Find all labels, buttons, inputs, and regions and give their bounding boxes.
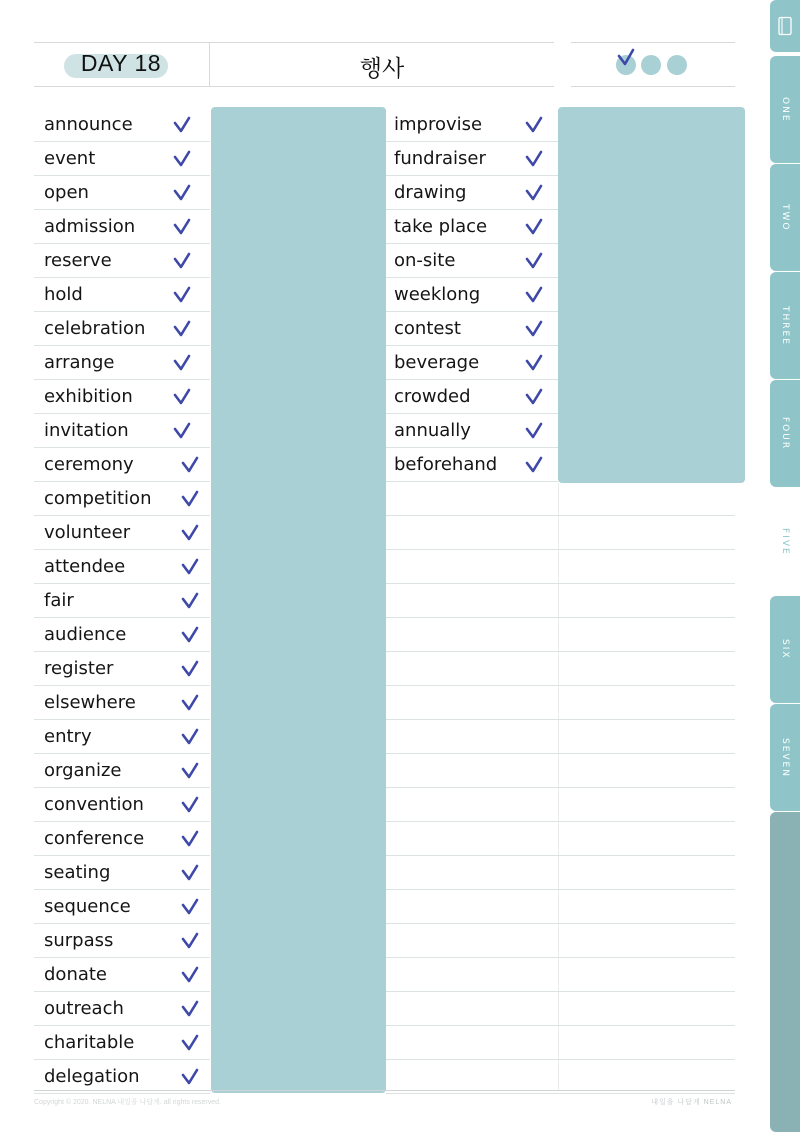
- checkmark-icon[interactable]: [180, 625, 200, 645]
- brand-text: 내일을 나답게 NELNA: [651, 1099, 732, 1106]
- tab-two[interactable]: [770, 164, 800, 271]
- word-text: seating: [44, 862, 111, 883]
- word-text: celebration: [44, 318, 146, 339]
- word-row: [386, 108, 558, 142]
- word-row: [34, 618, 210, 652]
- word-row: [386, 414, 558, 448]
- blank-row[interactable]: [386, 686, 735, 720]
- word-row: [386, 176, 558, 210]
- word-text: event: [44, 148, 96, 169]
- word-row: [386, 210, 558, 244]
- word-text: delegation: [44, 1066, 140, 1087]
- checkmark-icon[interactable]: [180, 931, 200, 951]
- checkmark-icon[interactable]: [180, 1033, 200, 1053]
- word-row: [34, 686, 210, 720]
- word-text: improvise: [394, 114, 483, 135]
- tab-four[interactable]: [770, 380, 800, 487]
- bottom-rule: [34, 1090, 735, 1091]
- checkmark-icon[interactable]: [180, 829, 200, 849]
- word-text: register: [44, 658, 114, 679]
- header-bottom-rule-left: [34, 86, 554, 87]
- word-text: organize: [44, 760, 122, 781]
- word-text: beforehand: [394, 454, 498, 475]
- blank-row[interactable]: [386, 754, 735, 788]
- word-row: [34, 788, 210, 822]
- word-text: fundraiser: [394, 148, 486, 169]
- word-row: [34, 1026, 210, 1060]
- word-row: [34, 720, 210, 754]
- blank-row[interactable]: [386, 720, 735, 754]
- word-text: exhibition: [44, 386, 133, 407]
- word-row: [386, 244, 558, 278]
- word-text: convention: [44, 794, 144, 815]
- checkmark-icon[interactable]: [524, 149, 544, 169]
- answer-column-right[interactable]: [558, 107, 745, 483]
- word-text: invitation: [44, 420, 129, 441]
- answer-column-left[interactable]: [211, 107, 386, 1093]
- checkmark-icon[interactable]: [172, 353, 192, 373]
- progress-dot-2[interactable]: [641, 55, 661, 75]
- checkmark-icon[interactable]: [180, 761, 200, 781]
- word-text: beverage: [394, 352, 480, 373]
- tab-label: SIX: [780, 639, 790, 660]
- checkmark-icon[interactable]: [524, 421, 544, 441]
- word-row: [386, 346, 558, 380]
- word-text: outreach: [44, 998, 124, 1019]
- word-row: [34, 108, 210, 142]
- word-text: entry: [44, 726, 92, 747]
- word-text: annually: [394, 420, 471, 441]
- word-text: contest: [394, 318, 461, 339]
- word-text: charitable: [44, 1032, 135, 1053]
- word-row: [34, 380, 210, 414]
- blank-row[interactable]: [386, 958, 735, 992]
- word-text: audience: [44, 624, 127, 645]
- word-row: [34, 856, 210, 890]
- page-title: 행사: [359, 56, 405, 82]
- checkmark-icon[interactable]: [180, 965, 200, 985]
- checkmark-icon[interactable]: [172, 387, 192, 407]
- tab-one[interactable]: [770, 56, 800, 163]
- checkmark-icon[interactable]: [180, 455, 200, 475]
- word-text: admission: [44, 216, 136, 237]
- checkmark-icon[interactable]: [524, 319, 544, 339]
- header-top-rule-right: [571, 42, 735, 43]
- checkmark-icon[interactable]: [172, 421, 192, 441]
- blank-row[interactable]: [386, 924, 735, 958]
- word-row: [34, 516, 210, 550]
- checkmark-icon[interactable]: [524, 251, 544, 271]
- checkmark-icon[interactable]: [524, 115, 544, 135]
- blank-row[interactable]: [386, 822, 735, 856]
- word-row: [386, 448, 558, 482]
- word-row: [34, 584, 210, 618]
- word-text: on-site: [394, 250, 456, 271]
- checkmark-icon[interactable]: [524, 183, 544, 203]
- blank-row[interactable]: [386, 584, 735, 618]
- blank-row[interactable]: [386, 516, 735, 550]
- blank-row[interactable]: [386, 618, 735, 652]
- header-top-rule-left: [34, 42, 554, 43]
- word-row: [34, 1060, 210, 1094]
- blank-row[interactable]: [386, 652, 735, 686]
- checkmark-icon[interactable]: [180, 557, 200, 577]
- checkmark-icon[interactable]: [180, 591, 200, 611]
- checkmark-icon[interactable]: [180, 727, 200, 747]
- word-text: sequence: [44, 896, 131, 917]
- tab-label: TWO: [780, 203, 790, 232]
- checkmark-icon[interactable]: [180, 999, 200, 1019]
- checkmark-icon[interactable]: [524, 353, 544, 373]
- notebook-icon: [777, 16, 793, 36]
- word-row: [34, 992, 210, 1026]
- word-text: volunteer: [44, 522, 131, 543]
- checkmark-icon[interactable]: [180, 489, 200, 509]
- word-text: hold: [44, 284, 83, 305]
- word-row: [34, 754, 210, 788]
- word-text: surpass: [44, 930, 114, 951]
- blank-row[interactable]: [386, 856, 735, 890]
- word-text: drawing: [394, 182, 467, 203]
- word-text: attendee: [44, 556, 126, 577]
- word-text: competition: [44, 488, 152, 509]
- notebook-tab[interactable]: [770, 0, 800, 52]
- word-text: elsewhere: [44, 692, 136, 713]
- word-row: [34, 346, 210, 380]
- word-text: open: [44, 182, 89, 203]
- checkmark-icon[interactable]: [180, 863, 200, 883]
- checkmark-icon[interactable]: [180, 523, 200, 543]
- word-row: [34, 924, 210, 958]
- word-row: [34, 890, 210, 924]
- checkmark-icon[interactable]: [172, 217, 192, 237]
- word-row: [386, 380, 558, 414]
- tab-label: FOUR: [780, 416, 790, 451]
- header-bottom-rule-right: [571, 86, 735, 87]
- word-text: conference: [44, 828, 145, 849]
- word-row: [386, 278, 558, 312]
- checkmark-icon[interactable]: [180, 693, 200, 713]
- checkmark-icon[interactable]: [524, 285, 544, 305]
- word-row: [34, 176, 210, 210]
- word-text: arrange: [44, 352, 115, 373]
- blank-row[interactable]: [386, 482, 735, 516]
- word-row: [34, 312, 210, 346]
- word-row: [34, 822, 210, 856]
- word-row: [34, 448, 210, 482]
- checkmark-icon[interactable]: [172, 149, 192, 169]
- checkmark-icon[interactable]: [172, 183, 192, 203]
- checkmark-icon[interactable]: [180, 1067, 200, 1087]
- word-text: fair: [44, 590, 74, 611]
- tab-six[interactable]: [770, 596, 800, 703]
- checkmark-icon[interactable]: [172, 115, 192, 135]
- checkmark-icon[interactable]: [180, 897, 200, 917]
- word-text: ceremony: [44, 454, 134, 475]
- word-row: [34, 244, 210, 278]
- checkmark-icon[interactable]: [180, 795, 200, 815]
- word-text: announce: [44, 114, 133, 135]
- tab-filler: [770, 812, 800, 1132]
- word-text: donate: [44, 964, 108, 985]
- checkmark-icon[interactable]: [172, 285, 192, 305]
- checkmark-icon[interactable]: [172, 251, 192, 271]
- word-text: crowded: [394, 386, 471, 407]
- checkmark-icon[interactable]: [172, 319, 192, 339]
- blank-row[interactable]: [386, 788, 735, 822]
- blank-row[interactable]: [386, 1060, 735, 1094]
- word-row: [386, 142, 558, 176]
- tab-label: SEVEN: [780, 737, 790, 778]
- tab-five[interactable]: [770, 488, 800, 595]
- word-row: [34, 210, 210, 244]
- tab-label: ONE: [780, 96, 790, 123]
- word-row: [34, 142, 210, 176]
- progress-dot-3[interactable]: [667, 55, 687, 75]
- tab-three[interactable]: [770, 272, 800, 379]
- word-row: [34, 278, 210, 312]
- tab-seven[interactable]: [770, 704, 800, 811]
- checkmark-icon[interactable]: [524, 387, 544, 407]
- word-text: weeklong: [394, 284, 481, 305]
- blank-row[interactable]: [386, 890, 735, 924]
- word-row: [34, 414, 210, 448]
- copyright-text: Copyright © 2020. NELNA 내일을 나답게. all rights reserved.: [34, 1099, 221, 1106]
- tab-label: THREE: [780, 305, 790, 346]
- checkmark-icon[interactable]: [180, 659, 200, 679]
- section-tabs: [770, 0, 800, 1132]
- word-row: [34, 550, 210, 584]
- blank-row[interactable]: [386, 992, 735, 1026]
- word-row: [34, 958, 210, 992]
- checkmark-icon[interactable]: [524, 217, 544, 237]
- word-row: [34, 652, 210, 686]
- checkmark-icon: [616, 48, 636, 70]
- day-label: DAY 18: [80, 50, 162, 76]
- blank-row[interactable]: [386, 550, 735, 584]
- word-row: [386, 312, 558, 346]
- word-row: [34, 482, 210, 516]
- blank-row[interactable]: [386, 1026, 735, 1060]
- word-text: reserve: [44, 250, 112, 271]
- tab-label: FIVE: [780, 527, 790, 556]
- word-text: take place: [394, 216, 488, 237]
- checkmark-icon[interactable]: [524, 455, 544, 475]
